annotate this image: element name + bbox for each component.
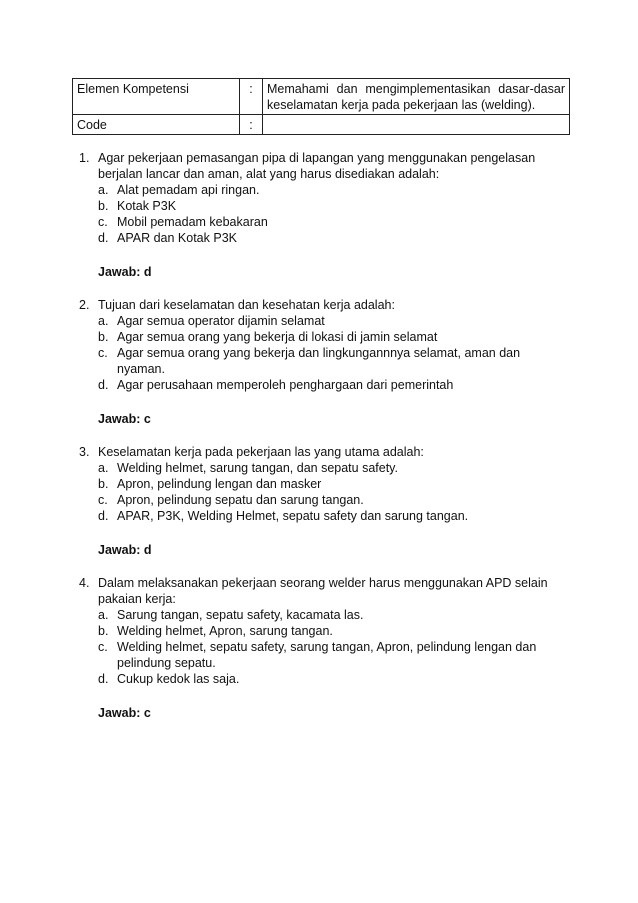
- option-item: [98, 182, 559, 198]
- competency-table: [72, 78, 570, 135]
- option-list: [98, 607, 559, 687]
- code-value: [263, 115, 570, 135]
- question-text: Keselamatan kerja pada pekerjaan las yang utama adalah:: [98, 445, 424, 459]
- option-text: Kotak P3K: [117, 199, 177, 213]
- question-number: 1.: [79, 151, 90, 165]
- code-row: [73, 115, 570, 135]
- question-text: Dalam melaksanakan pekerjaan seorang welder harus menggunakan APD selain pakaian kerja:: [98, 576, 548, 606]
- option-item: [98, 607, 559, 623]
- option-item: [98, 377, 559, 393]
- option-text: APAR, P3K, Welding Helmet, sepatu safety dan sarung tangan.: [117, 509, 469, 523]
- competency-label: Elemen Kompetensi: [73, 79, 240, 115]
- option-item: [98, 476, 559, 492]
- question-header: [79, 297, 559, 313]
- option-letter: c.: [98, 640, 108, 654]
- option-text: Agar perusahaan memperoleh penghargaan dari pemerintah: [117, 378, 454, 392]
- option-text: Agar semua orang yang bekerja dan lingkungannnya selamat, aman dan nyaman.: [117, 346, 521, 376]
- option-item: [98, 492, 559, 508]
- question-header: [79, 575, 559, 607]
- option-letter: d.: [98, 672, 109, 686]
- option-item: [98, 214, 559, 230]
- option-text: Welding helmet, sepatu safety, sarung tangan, Apron, pelindung lengan dan pelindung sepatu.: [117, 640, 537, 670]
- question-number: 4.: [79, 576, 90, 590]
- code-label: Code: [73, 115, 240, 135]
- option-text: Apron, pelindung sepatu dan sarung tangan.: [117, 493, 364, 507]
- answer-key: Jawab: c: [98, 706, 151, 720]
- answer-key: Jawab: d: [98, 265, 152, 279]
- question-1: [79, 150, 559, 280]
- option-text: Agar semua orang yang bekerja di lokasi di jamin selamat: [117, 330, 438, 344]
- option-letter: c.: [98, 215, 108, 229]
- option-item: [98, 639, 559, 671]
- option-item: [98, 345, 559, 377]
- option-text: Mobil pemadam kebakaran: [117, 215, 268, 229]
- option-letter: a.: [98, 314, 109, 328]
- option-item: [98, 198, 559, 214]
- option-letter: c.: [98, 346, 108, 360]
- question-number: 2.: [79, 298, 90, 312]
- option-text: Apron, pelindung lengan dan masker: [117, 477, 322, 491]
- question-4: [79, 575, 559, 721]
- competency-value: Memahami dan mengimplementasikan dasar-dasar keselamatan kerja pada pekerjaan las (welding).: [263, 79, 570, 115]
- option-letter: a.: [98, 461, 109, 475]
- competency-separator: :: [240, 79, 263, 115]
- answer-key: Jawab: c: [98, 412, 151, 426]
- competency-row: [73, 79, 570, 115]
- question-header: [79, 444, 559, 460]
- option-letter: a.: [98, 608, 109, 622]
- option-text: Agar semua operator dijamin selamat: [117, 314, 325, 328]
- option-list: [98, 182, 559, 246]
- option-item: [98, 508, 559, 524]
- answer-key: Jawab: d: [98, 543, 152, 557]
- question-text: Agar pekerjaan pemasangan pipa di lapangan yang menggunakan pengelasan berjalan lancar dan aman, alat yang harus disediakan adalah:: [98, 151, 536, 181]
- option-letter: c.: [98, 493, 108, 507]
- option-text: Welding helmet, sarung tangan, dan sepatu safety.: [117, 461, 398, 475]
- option-item: [98, 329, 559, 345]
- option-text: Alat pemadam api ringan.: [117, 183, 260, 197]
- option-letter: b.: [98, 477, 109, 491]
- question-text: Tujuan dari keselamatan dan kesehatan kerja adalah:: [98, 298, 395, 312]
- code-separator: :: [240, 115, 263, 135]
- question-number: 3.: [79, 445, 90, 459]
- option-text: Sarung tangan, sepatu safety, kacamata las.: [117, 608, 364, 622]
- option-letter: b.: [98, 624, 109, 638]
- option-list: [98, 460, 559, 524]
- option-item: [98, 671, 559, 687]
- question-list: [79, 150, 559, 738]
- option-item: [98, 313, 559, 329]
- option-item: [98, 623, 559, 639]
- option-text: Welding helmet, Apron, sarung tangan.: [117, 624, 333, 638]
- option-text: Cukup kedok las saja.: [117, 672, 240, 686]
- option-letter: d.: [98, 231, 109, 245]
- question-header: [79, 150, 559, 182]
- question-3: [79, 444, 559, 558]
- option-letter: a.: [98, 183, 109, 197]
- option-letter: d.: [98, 378, 109, 392]
- option-text: APAR dan Kotak P3K: [117, 231, 237, 245]
- option-item: [98, 230, 559, 246]
- question-2: [79, 297, 559, 427]
- option-letter: b.: [98, 199, 109, 213]
- option-list: [98, 313, 559, 393]
- option-letter: b.: [98, 330, 109, 344]
- option-item: [98, 460, 559, 476]
- option-letter: d.: [98, 509, 109, 523]
